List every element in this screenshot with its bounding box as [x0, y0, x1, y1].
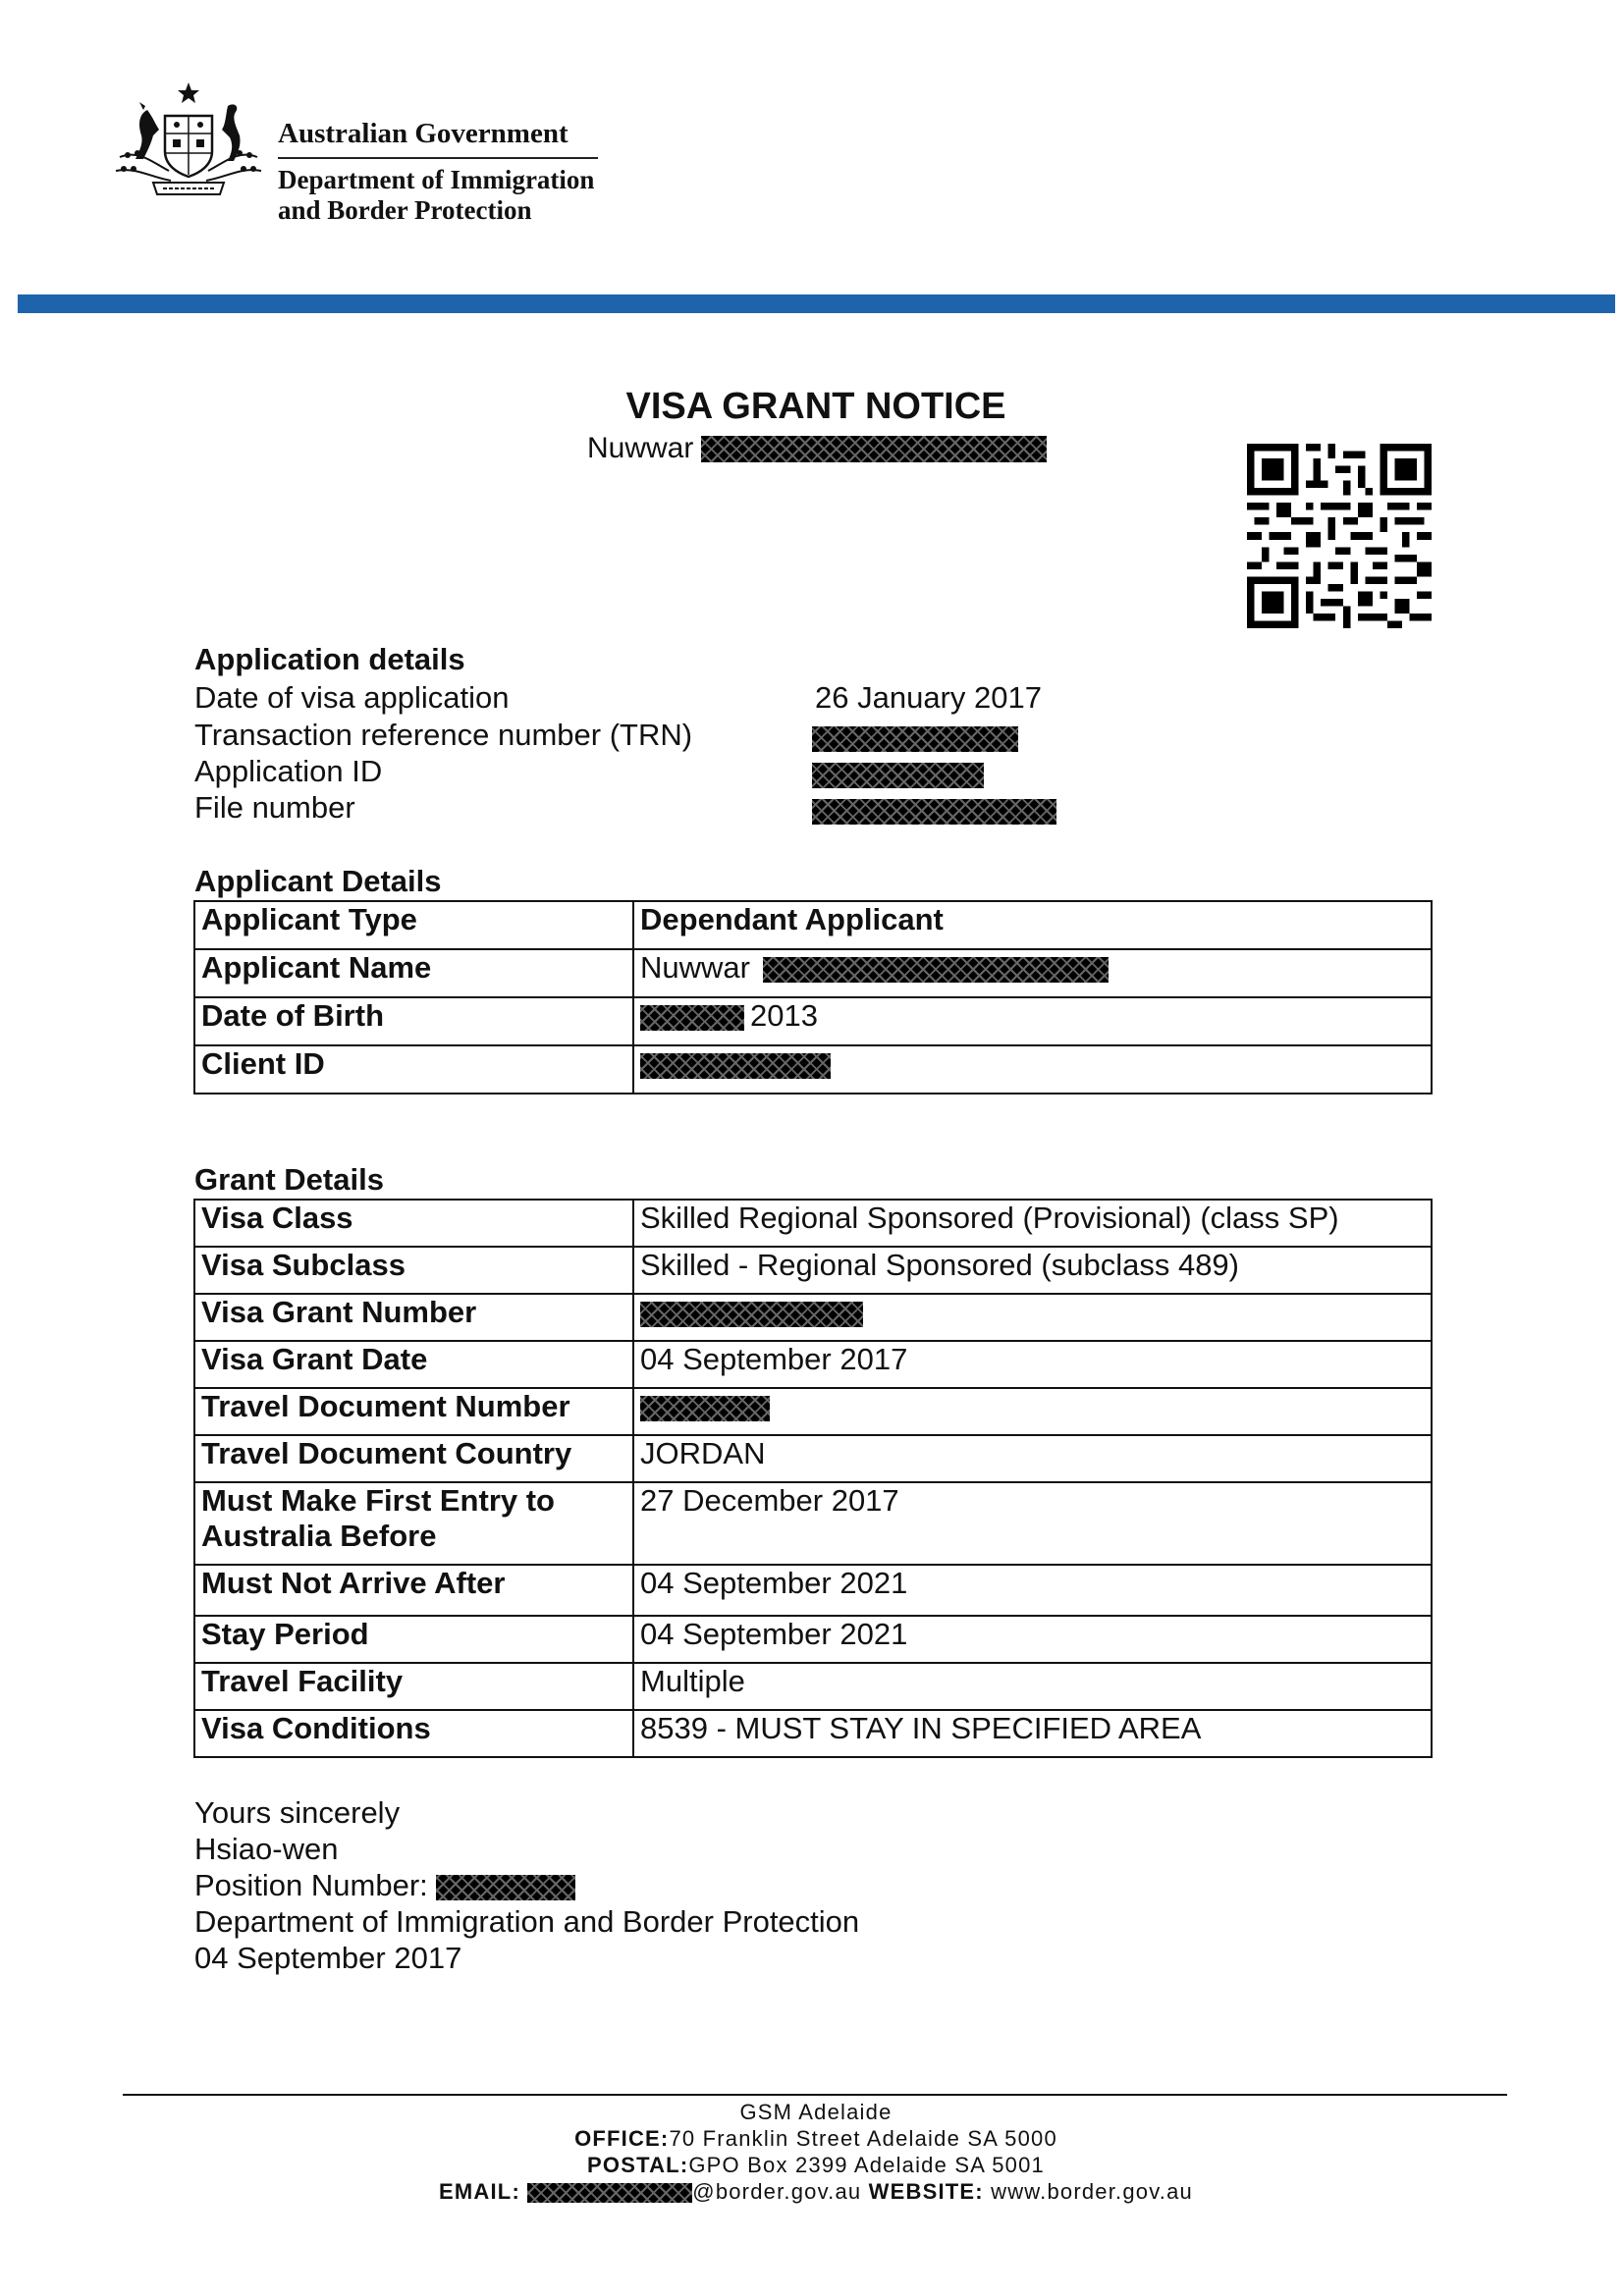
applicant-name-label: Applicant Name	[194, 949, 633, 997]
date-of-birth-label: Date of Birth	[194, 997, 633, 1045]
table-row	[194, 1388, 1432, 1435]
file-number-label: File number	[194, 790, 355, 825]
redacted-position-number	[436, 1875, 575, 1900]
document-title: VISA GRANT NOTICE	[625, 386, 1006, 427]
application-details-heading: Application details	[194, 642, 465, 676]
office-line	[0, 2125, 1624, 2152]
must-not-arrive-after-value: 04 September 2021	[633, 1565, 1432, 1616]
stay-period-label: Stay Period	[194, 1616, 633, 1663]
travel-facility-label: Travel Facility	[194, 1663, 633, 1710]
website-link[interactable]: www.border.gov.au	[991, 2179, 1193, 2204]
footer	[0, 2099, 1624, 2205]
table-row	[194, 1565, 1432, 1616]
applicant-name-line	[587, 432, 1047, 465]
visa-subclass-label: Visa Subclass	[194, 1247, 633, 1294]
date-of-visa-application-value: 26 January 2017	[815, 680, 1042, 715]
table-row	[194, 1663, 1432, 1710]
footer-divider	[123, 2094, 1507, 2096]
date-of-birth-year: 2013	[750, 998, 818, 1033]
position-number-label: Position Number:	[194, 1868, 428, 1902]
website-label: WEBSITE:	[868, 2179, 984, 2204]
table-row	[194, 1200, 1432, 1247]
application-id-label: Application ID	[194, 754, 383, 788]
applicant-details-heading: Applicant Details	[194, 864, 442, 898]
date-of-birth-cell	[633, 997, 1432, 1045]
visa-class-label: Visa Class	[194, 1200, 633, 1247]
redacted-surname	[701, 436, 1047, 462]
table-row	[194, 1247, 1432, 1294]
office-name: GSM Adelaide	[739, 2100, 893, 2124]
grant-details-heading: Grant Details	[194, 1162, 384, 1197]
applicant-details-table	[193, 900, 1433, 1095]
travel-facility-value: Multiple	[633, 1663, 1432, 1710]
postal-address: GPO Box 2399 Adelaide SA 5001	[688, 2153, 1045, 2177]
redacted-surname	[763, 957, 1109, 983]
government-name: Australian Government	[278, 116, 598, 159]
travel-document-number-cell	[633, 1388, 1432, 1435]
visa-grant-number-cell	[633, 1294, 1432, 1341]
signature-block	[194, 1794, 859, 1976]
travel-document-country-label: Travel Document Country	[194, 1435, 633, 1482]
trn-label: Transaction reference number (TRN)	[194, 718, 693, 752]
postal-label: POSTAL:	[587, 2153, 689, 2177]
position-number-line	[194, 1867, 859, 1903]
first-entry-label: Must Make First Entry to Australia Before	[194, 1482, 633, 1565]
coat-of-arms-logo	[110, 80, 267, 200]
postal-line	[0, 2152, 1624, 2178]
visa-grant-number-label: Visa Grant Number	[194, 1294, 633, 1341]
email-domain: @border.gov.au	[692, 2179, 862, 2204]
signature-date: 04 September 2017	[194, 1941, 462, 1975]
stay-period-value: 04 September 2021	[633, 1616, 1432, 1663]
table-row	[194, 1341, 1432, 1388]
visa-conditions-value: 8539 - MUST STAY IN SPECIFIED AREA	[633, 1710, 1432, 1757]
must-not-arrive-after-label: Must Not Arrive After	[194, 1565, 633, 1616]
redacted-travel-document-number	[640, 1396, 770, 1421]
visa-conditions-label: Visa Conditions	[194, 1710, 633, 1757]
applicant-type-value: Dependant Applicant	[633, 901, 1432, 949]
redacted-birth-day-month	[640, 1005, 744, 1031]
client-id-label: Client ID	[194, 1045, 633, 1094]
signatory-department: Department of Immigration and Border Protection	[194, 1904, 860, 1939]
date-of-visa-application-label: Date of visa application	[194, 680, 510, 715]
redacted-file-number	[812, 799, 1056, 825]
email-label: EMAIL:	[439, 2179, 520, 2204]
contact-line	[0, 2178, 1624, 2205]
table-row	[194, 1616, 1432, 1663]
office-label: OFFICE:	[574, 2126, 670, 2151]
table-row	[194, 1482, 1432, 1565]
visa-subclass-value: Skilled - Regional Sponsored (subclass 489)	[633, 1247, 1432, 1294]
visa-grant-date-label: Visa Grant Date	[194, 1341, 633, 1388]
redacted-trn	[812, 726, 1018, 752]
first-entry-value: 27 December 2017	[633, 1482, 1432, 1565]
travel-document-country-value: JORDAN	[633, 1435, 1432, 1482]
visa-grant-date-value: 04 September 2017	[633, 1341, 1432, 1388]
qr-code	[1247, 444, 1432, 628]
applicant-first-name: Nuwwar	[587, 432, 694, 464]
redacted-visa-grant-number	[640, 1302, 863, 1327]
redacted-application-id	[812, 763, 984, 788]
header-band	[18, 294, 1615, 313]
office-address: 70 Franklin Street Adelaide SA 5000	[669, 2126, 1057, 2151]
table-row	[194, 1435, 1432, 1482]
visa-class-value: Skilled Regional Sponsored (Provisional) (class SP)	[633, 1200, 1432, 1247]
grant-details-table	[193, 1199, 1433, 1758]
applicant-name-value: Nuwwar	[640, 950, 750, 985]
applicant-name-cell	[633, 949, 1432, 997]
government-branding	[278, 116, 598, 226]
table-row	[194, 1710, 1432, 1757]
closing-line: Yours sincerely	[194, 1795, 401, 1830]
table-row	[194, 1045, 1432, 1094]
department-name: Department of Immigration and Border Protection	[278, 165, 595, 225]
table-row	[194, 1294, 1432, 1341]
client-id-cell	[633, 1045, 1432, 1094]
redacted-email-user	[527, 2183, 692, 2203]
table-row	[194, 901, 1432, 949]
applicant-type-label: Applicant Type	[194, 901, 633, 949]
signatory-name: Hsiao-wen	[194, 1832, 339, 1866]
redacted-client-id	[640, 1053, 831, 1079]
travel-document-number-label: Travel Document Number	[194, 1388, 633, 1435]
table-row	[194, 949, 1432, 997]
table-row	[194, 997, 1432, 1045]
